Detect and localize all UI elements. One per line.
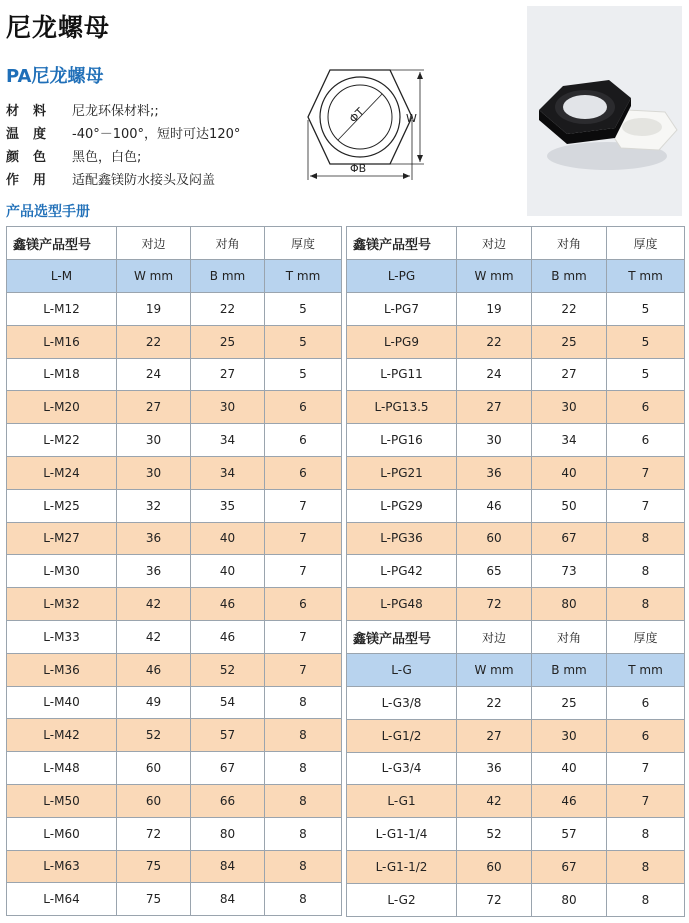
value-cell: 27 bbox=[457, 719, 532, 752]
value-cell: 8 bbox=[607, 555, 685, 588]
value-cell: 7 bbox=[265, 555, 342, 588]
header-cell: T mm bbox=[607, 654, 685, 687]
header-cell: L-M bbox=[7, 260, 117, 293]
header-cell: 厚度 bbox=[265, 227, 342, 260]
header-cell: T mm bbox=[607, 260, 685, 293]
value-cell: 52 bbox=[117, 719, 191, 752]
value-cell: 8 bbox=[607, 883, 685, 916]
value-cell: 8 bbox=[265, 686, 342, 719]
model-cell: L-PG48 bbox=[347, 588, 457, 621]
value-cell: 40 bbox=[532, 752, 607, 785]
table-row bbox=[347, 883, 685, 916]
model-cell: L-G1 bbox=[347, 785, 457, 818]
table-row bbox=[347, 358, 685, 391]
metric-nut-table bbox=[6, 226, 342, 916]
value-cell: 8 bbox=[607, 588, 685, 621]
header-cell: W mm bbox=[457, 654, 532, 687]
value-cell: 25 bbox=[532, 325, 607, 358]
model-cell: L-PG9 bbox=[347, 325, 457, 358]
value-cell: 6 bbox=[265, 456, 342, 489]
value-cell: 42 bbox=[457, 785, 532, 818]
model-cell: L-M20 bbox=[7, 391, 117, 424]
value-cell: 42 bbox=[117, 620, 191, 653]
header-cell: B mm bbox=[191, 260, 265, 293]
header-cell: 厚度 bbox=[607, 227, 685, 260]
table-row bbox=[7, 653, 342, 686]
table-row bbox=[7, 817, 342, 850]
value-cell: 30 bbox=[191, 391, 265, 424]
header-cell: 鑫镁产品型号 bbox=[347, 621, 457, 654]
spec-color bbox=[6, 144, 296, 167]
value-cell: 5 bbox=[265, 358, 342, 391]
spec-value: 适配鑫镁防水接头及闷盖 bbox=[72, 173, 216, 188]
value-cell: 57 bbox=[191, 719, 265, 752]
table-row bbox=[7, 424, 342, 457]
model-cell: L-M63 bbox=[7, 850, 117, 883]
table-header-row bbox=[347, 227, 685, 260]
value-cell: 22 bbox=[117, 325, 191, 358]
value-cell: 60 bbox=[457, 850, 532, 883]
spec-value: -40°－100°，短时可达120° bbox=[72, 127, 241, 142]
value-cell: 42 bbox=[117, 588, 191, 621]
value-cell: 35 bbox=[191, 489, 265, 522]
value-cell: 73 bbox=[532, 555, 607, 588]
value-cell: 34 bbox=[191, 456, 265, 489]
model-cell: L-M30 bbox=[7, 555, 117, 588]
value-cell: 8 bbox=[265, 784, 342, 817]
pg-nut-table bbox=[346, 226, 685, 621]
value-cell: 75 bbox=[117, 850, 191, 883]
header-cell: 对边 bbox=[117, 227, 191, 260]
inner-diameter-label: ΦT bbox=[346, 105, 367, 126]
value-cell: 50 bbox=[532, 489, 607, 522]
header-cell: 鑫镁产品型号 bbox=[347, 227, 457, 260]
value-cell: 24 bbox=[117, 358, 191, 391]
value-cell: 40 bbox=[191, 555, 265, 588]
value-cell: 5 bbox=[265, 293, 342, 326]
value-cell: 6 bbox=[607, 424, 685, 457]
table-body bbox=[347, 227, 685, 621]
value-cell: 84 bbox=[191, 883, 265, 916]
value-cell: 5 bbox=[265, 325, 342, 358]
value-cell: 6 bbox=[265, 588, 342, 621]
value-cell: 46 bbox=[117, 653, 191, 686]
table-row bbox=[347, 785, 685, 818]
table-row bbox=[347, 424, 685, 457]
header-cell: W mm bbox=[117, 260, 191, 293]
model-cell: L-G3/4 bbox=[347, 752, 457, 785]
model-cell: L-M25 bbox=[7, 489, 117, 522]
value-cell: 46 bbox=[191, 588, 265, 621]
value-cell: 5 bbox=[607, 325, 685, 358]
value-cell: 80 bbox=[532, 883, 607, 916]
value-cell: 27 bbox=[532, 358, 607, 391]
value-cell: 7 bbox=[265, 522, 342, 555]
model-cell: L-M27 bbox=[7, 522, 117, 555]
model-cell: L-M33 bbox=[7, 620, 117, 653]
value-cell: 49 bbox=[117, 686, 191, 719]
header-cell: T mm bbox=[265, 260, 342, 293]
value-cell: 40 bbox=[191, 522, 265, 555]
table-row bbox=[347, 752, 685, 785]
model-cell: L-M42 bbox=[7, 719, 117, 752]
g-thread-nut-table bbox=[346, 620, 685, 917]
value-cell: 72 bbox=[457, 588, 532, 621]
model-cell: L-PG42 bbox=[347, 555, 457, 588]
value-cell: 8 bbox=[265, 817, 342, 850]
value-cell: 36 bbox=[117, 555, 191, 588]
table-row bbox=[7, 752, 342, 785]
spec-list bbox=[6, 98, 296, 190]
spec-label: 材料 bbox=[6, 104, 61, 119]
model-cell: L-M40 bbox=[7, 686, 117, 719]
value-cell: 57 bbox=[532, 818, 607, 851]
value-cell: 19 bbox=[457, 293, 532, 326]
table-body bbox=[7, 227, 342, 916]
model-cell: L-PG13.5 bbox=[347, 391, 457, 424]
value-cell: 34 bbox=[532, 424, 607, 457]
model-cell: L-PG11 bbox=[347, 358, 457, 391]
table-row bbox=[347, 391, 685, 424]
product-photo bbox=[527, 6, 682, 216]
value-cell: 22 bbox=[191, 293, 265, 326]
spec-value: 黑色，白色; bbox=[72, 150, 142, 165]
value-cell: 75 bbox=[117, 883, 191, 916]
table-row bbox=[347, 293, 685, 326]
value-cell: 66 bbox=[191, 784, 265, 817]
table-row bbox=[347, 850, 685, 883]
table-row bbox=[7, 686, 342, 719]
value-cell: 72 bbox=[457, 883, 532, 916]
value-cell: 65 bbox=[457, 555, 532, 588]
value-cell: 7 bbox=[265, 620, 342, 653]
table-row bbox=[7, 358, 342, 391]
model-cell: L-PG7 bbox=[347, 293, 457, 326]
value-cell: 36 bbox=[457, 456, 532, 489]
value-cell: 7 bbox=[265, 653, 342, 686]
value-cell: 27 bbox=[191, 358, 265, 391]
table-row bbox=[347, 522, 685, 555]
header-cell: 对边 bbox=[457, 621, 532, 654]
value-cell: 7 bbox=[607, 785, 685, 818]
value-cell: 6 bbox=[265, 391, 342, 424]
value-cell: 8 bbox=[265, 752, 342, 785]
nut-dimension-diagram bbox=[300, 62, 440, 187]
spec-value: 尼龙环保材料;; bbox=[72, 104, 159, 119]
value-cell: 67 bbox=[191, 752, 265, 785]
header-cell: 对角 bbox=[532, 621, 607, 654]
value-cell: 7 bbox=[607, 752, 685, 785]
table-row bbox=[7, 391, 342, 424]
model-cell: L-M36 bbox=[7, 653, 117, 686]
header-cell: 对角 bbox=[191, 227, 265, 260]
table-row bbox=[347, 687, 685, 720]
value-cell: 36 bbox=[117, 522, 191, 555]
header-cell: 厚度 bbox=[607, 621, 685, 654]
table-header-row bbox=[347, 621, 685, 654]
table-header-row bbox=[7, 227, 342, 260]
table-row bbox=[7, 850, 342, 883]
page-title: 尼龙螺母 bbox=[6, 13, 111, 42]
value-cell: 30 bbox=[117, 456, 191, 489]
table-row bbox=[7, 555, 342, 588]
value-cell: 7 bbox=[265, 489, 342, 522]
value-cell: 5 bbox=[607, 358, 685, 391]
model-cell: L-G1-1/4 bbox=[347, 818, 457, 851]
value-cell: 6 bbox=[265, 424, 342, 457]
table-row bbox=[347, 719, 685, 752]
value-cell: 22 bbox=[457, 687, 532, 720]
header-cell: 对角 bbox=[532, 227, 607, 260]
value-cell: 25 bbox=[191, 325, 265, 358]
value-cell: 60 bbox=[457, 522, 532, 555]
value-cell: 30 bbox=[532, 719, 607, 752]
value-cell: 30 bbox=[117, 424, 191, 457]
value-cell: 22 bbox=[457, 325, 532, 358]
model-cell: L-PG36 bbox=[347, 522, 457, 555]
spec-label: 作用 bbox=[6, 173, 61, 188]
model-cell: L-M48 bbox=[7, 752, 117, 785]
model-cell: L-M50 bbox=[7, 784, 117, 817]
value-cell: 67 bbox=[532, 850, 607, 883]
value-cell: 46 bbox=[191, 620, 265, 653]
table-row bbox=[7, 883, 342, 916]
value-cell: 52 bbox=[191, 653, 265, 686]
header-cell: B mm bbox=[532, 260, 607, 293]
value-cell: 8 bbox=[607, 522, 685, 555]
table-row bbox=[7, 456, 342, 489]
value-cell: 34 bbox=[191, 424, 265, 457]
table-row bbox=[7, 620, 342, 653]
value-cell: 60 bbox=[117, 752, 191, 785]
value-cell: 8 bbox=[607, 850, 685, 883]
value-cell: 27 bbox=[117, 391, 191, 424]
model-cell: L-PG29 bbox=[347, 489, 457, 522]
model-cell: L-M60 bbox=[7, 817, 117, 850]
spec-function bbox=[6, 167, 296, 190]
model-cell: L-PG16 bbox=[347, 424, 457, 457]
section-label: 产品选型手册 bbox=[6, 204, 90, 220]
header-cell: W mm bbox=[457, 260, 532, 293]
value-cell: 8 bbox=[265, 850, 342, 883]
spec-temperature bbox=[6, 121, 296, 144]
value-cell: 67 bbox=[532, 522, 607, 555]
value-cell: 22 bbox=[532, 293, 607, 326]
value-cell: 6 bbox=[607, 391, 685, 424]
table-body bbox=[347, 621, 685, 917]
table-row bbox=[347, 588, 685, 621]
model-cell: L-G2 bbox=[347, 883, 457, 916]
model-cell: L-M22 bbox=[7, 424, 117, 457]
table-row bbox=[347, 325, 685, 358]
spec-label: 颜色 bbox=[6, 150, 61, 165]
model-cell: L-G1-1/2 bbox=[347, 850, 457, 883]
value-cell: 19 bbox=[117, 293, 191, 326]
value-cell: 8 bbox=[265, 883, 342, 916]
header-cell: 鑫镁产品型号 bbox=[7, 227, 117, 260]
model-cell: L-M32 bbox=[7, 588, 117, 621]
header-cell: B mm bbox=[532, 654, 607, 687]
table-row bbox=[7, 293, 342, 326]
model-cell: L-G1/2 bbox=[347, 719, 457, 752]
height-label: W bbox=[406, 112, 417, 125]
model-cell: L-M64 bbox=[7, 883, 117, 916]
value-cell: 80 bbox=[191, 817, 265, 850]
value-cell: 54 bbox=[191, 686, 265, 719]
value-cell: 30 bbox=[532, 391, 607, 424]
table-row bbox=[7, 588, 342, 621]
value-cell: 72 bbox=[117, 817, 191, 850]
value-cell: 25 bbox=[532, 687, 607, 720]
value-cell: 8 bbox=[607, 818, 685, 851]
value-cell: 32 bbox=[117, 489, 191, 522]
header-cell: L-PG bbox=[347, 260, 457, 293]
table-row bbox=[7, 522, 342, 555]
model-cell: L-M24 bbox=[7, 456, 117, 489]
value-cell: 6 bbox=[607, 719, 685, 752]
value-cell: 8 bbox=[265, 719, 342, 752]
value-cell: 52 bbox=[457, 818, 532, 851]
table-row bbox=[7, 489, 342, 522]
table-unit-row bbox=[7, 260, 342, 293]
value-cell: 5 bbox=[607, 293, 685, 326]
value-cell: 46 bbox=[532, 785, 607, 818]
spec-material bbox=[6, 98, 296, 121]
table-row bbox=[7, 784, 342, 817]
spec-label: 温度 bbox=[6, 127, 61, 142]
table-row bbox=[347, 489, 685, 522]
header-cell: 对边 bbox=[457, 227, 532, 260]
model-cell: L-PG21 bbox=[347, 456, 457, 489]
value-cell: 80 bbox=[532, 588, 607, 621]
product-subtitle: PA尼龙螺母 bbox=[6, 66, 104, 87]
table-unit-row bbox=[347, 654, 685, 687]
table-unit-row bbox=[347, 260, 685, 293]
table-row bbox=[347, 555, 685, 588]
header-cell: L-G bbox=[347, 654, 457, 687]
table-row bbox=[347, 818, 685, 851]
value-cell: 6 bbox=[607, 687, 685, 720]
table-row bbox=[7, 325, 342, 358]
model-cell: L-M12 bbox=[7, 293, 117, 326]
model-cell: L-M18 bbox=[7, 358, 117, 391]
value-cell: 7 bbox=[607, 456, 685, 489]
value-cell: 24 bbox=[457, 358, 532, 391]
model-cell: L-G3/8 bbox=[347, 687, 457, 720]
value-cell: 27 bbox=[457, 391, 532, 424]
value-cell: 30 bbox=[457, 424, 532, 457]
table-row bbox=[347, 456, 685, 489]
table-row bbox=[7, 719, 342, 752]
value-cell: 84 bbox=[191, 850, 265, 883]
value-cell: 60 bbox=[117, 784, 191, 817]
value-cell: 7 bbox=[607, 489, 685, 522]
value-cell: 46 bbox=[457, 489, 532, 522]
width-label: ΦB bbox=[350, 162, 367, 175]
value-cell: 40 bbox=[532, 456, 607, 489]
value-cell: 36 bbox=[457, 752, 532, 785]
model-cell: L-M16 bbox=[7, 325, 117, 358]
